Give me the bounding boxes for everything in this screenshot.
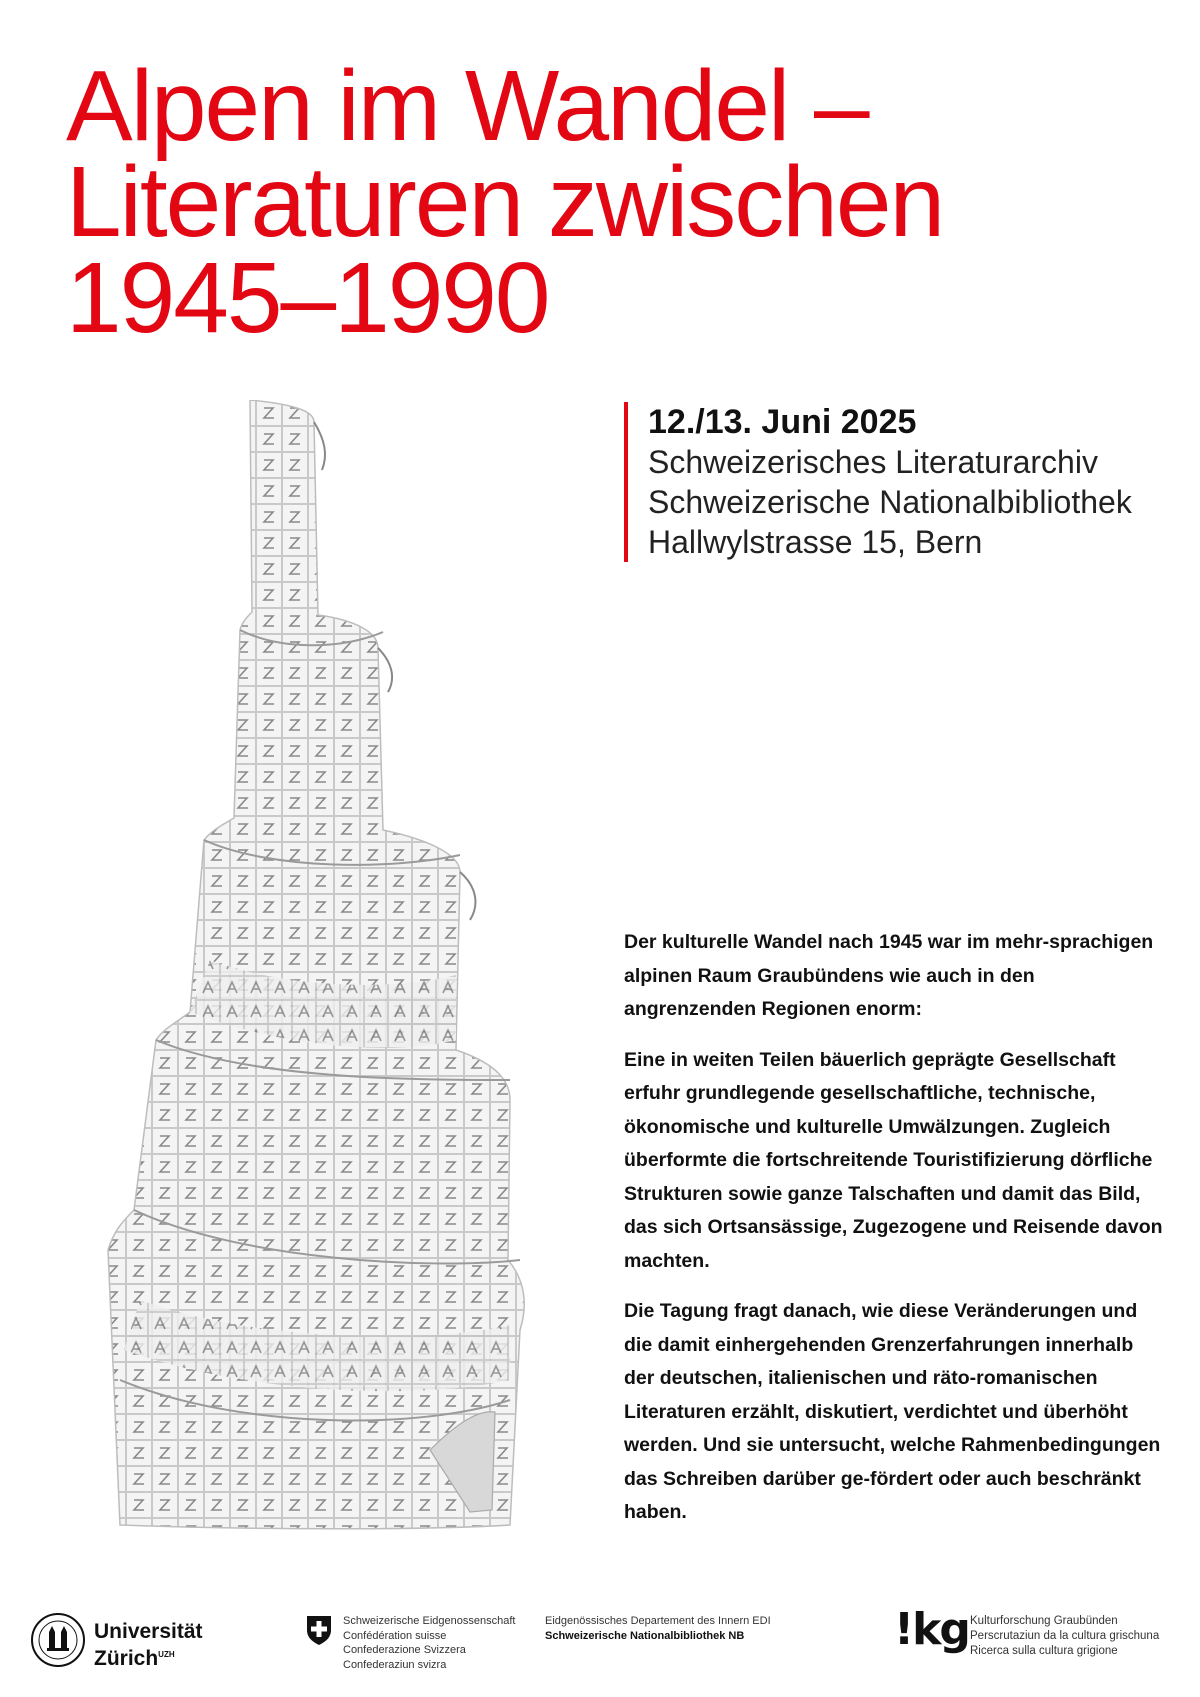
kg-name-rm: Perscrutaziun da la cultura grischuna <box>970 1630 1160 1642</box>
title-line-2: Literaturen zwischen <box>66 146 944 258</box>
letter-spiral-sculpture <box>100 400 560 1530</box>
swiss-confederation-names <box>343 1614 515 1672</box>
swiss-shield-icon <box>305 1614 333 1646</box>
kg-name-it: Ricerca sulla cultura grigione <box>970 1645 1118 1657</box>
uzh-name-line-2: Zürich <box>94 1647 159 1670</box>
swiss-name-de: Schweizerische Eidgenossenschaft <box>343 1615 516 1627</box>
swiss-confederation-logo <box>305 1614 516 1671</box>
title-line-1: Alpen im Wandel – <box>66 50 868 162</box>
edi-credit <box>545 1614 771 1643</box>
uzh-wordmark <box>94 1620 203 1670</box>
body-text <box>624 926 1164 1547</box>
uzh-name-line-1: Universität <box>94 1620 203 1643</box>
kg-name-de: Kulturforschung Graubünden <box>970 1615 1118 1627</box>
event-venue-library: Schweizerische Nationalbibliothek <box>648 484 1132 520</box>
body-paragraph-3: Die Tagung fragt danach, wie diese Veränderungen und die damit einhergehenden Grenzerfahrungen innerhalb der deutschen, italienischen und räto-romanischen Literaturen erzählt, diskutiert, verdichtet und überhöht werden. Und sie untersucht, welche Rahmenbedingungen das Schreiben darüber ge-fördert oder auch beschränkt haben. <box>624 1300 1161 1523</box>
swiss-name-rm: Confederaziun svizra <box>343 1658 447 1671</box>
event-address: Hallwylstrasse 15, Bern <box>648 524 983 560</box>
body-paragraph-1: Der kulturelle Wandel nach 1945 war im mehr-sprachigen alpinen Raum Graubündens wie auch in den angrenzenden Regionen enorm: <box>624 931 1154 1020</box>
swiss-name-fr: Confédération suisse <box>343 1629 447 1642</box>
uzh-logo <box>30 1612 203 1673</box>
swiss-name-it: Confederazione Svizzera <box>343 1644 466 1656</box>
uzh-abbrev: UZH <box>158 1650 175 1659</box>
uzh-seal-icon <box>30 1612 86 1668</box>
event-info <box>624 402 1132 562</box>
event-venue-archive: Schweizerisches Literaturarchiv <box>648 444 1098 480</box>
title-line-3: 1945–1990 <box>66 242 549 354</box>
sponsor-footer <box>0 1600 1200 1690</box>
edi-department: Eidgenössisches Departement des Innern EDI <box>545 1615 771 1627</box>
kg-names <box>970 1614 1159 1659</box>
edi-library: Schweizerische Nationalbibliothek NB <box>545 1629 745 1642</box>
event-date: 12./13. Juni 2025 <box>648 403 917 441</box>
body-paragraph-2: Eine in weiten Teilen bäuerlich geprägte Gesellschaft erfuhr grundlegende gesellschaftliche, technische, ökonomische und kulturelle Umwälzungen. Zugleich überformte die fortschreitende Touristifizierung dörfliche Strukturen sowie ganze Talschaften und damit das Bild, das sich Ortsansässige, Zugezogene und Reisende davon machten. <box>624 1048 1163 1272</box>
poster-title <box>66 50 1166 354</box>
kg-mark: !kg <box>894 1604 969 1655</box>
